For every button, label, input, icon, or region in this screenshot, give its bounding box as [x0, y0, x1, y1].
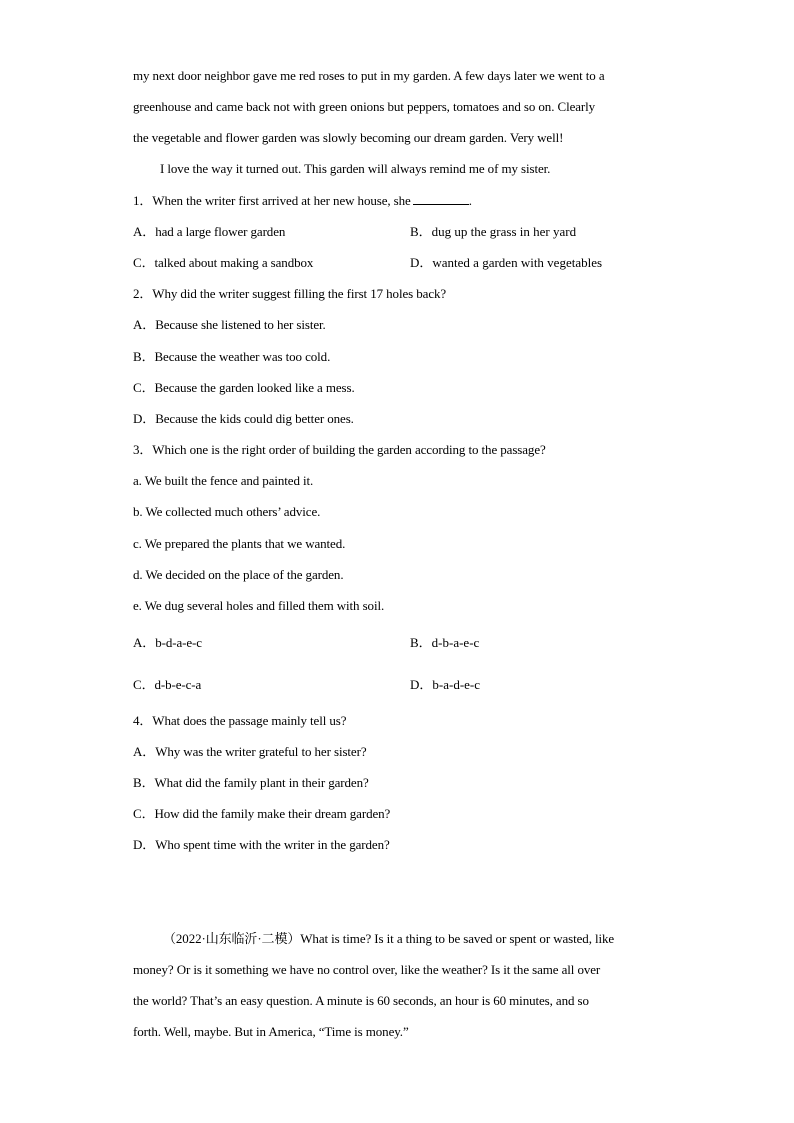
next-passage-line: money? Or is it something we have no control over, like the weather? Is it the same all over	[133, 962, 601, 977]
question-2-option-d: D．Because the kids could dig better ones.	[133, 411, 354, 426]
passage-line: my next door neighbor gave me red roses to put in my garden. A few days later we went to a	[133, 68, 605, 83]
next-passage-line: forth. Well, maybe. But in America, “Time is money.”	[133, 1024, 409, 1039]
question-3-step: b. We collected much others’ advice.	[133, 504, 321, 519]
question-2-stem: 2．Why did the writer suggest filling the first 17 holes back?	[133, 286, 447, 301]
answer-blank	[413, 193, 469, 205]
question-1-stem: 1．When the writer first arrived at her new house, she .	[133, 193, 472, 208]
question-3-step: c. We prepared the plants that we wanted.	[133, 536, 346, 551]
question-4-option-b: B．What did the family plant in their garden?	[133, 775, 369, 790]
passage-line: the vegetable and flower garden was slowly becoming our dream garden. Very well!	[133, 130, 564, 145]
question-3-option-a: A．b-d-a-e-c	[133, 635, 202, 650]
question-3-option-c: C．d-b-e-c-a	[133, 677, 202, 692]
question-1-option-c: C．talked about making a sandbox	[133, 255, 314, 270]
question-2-option-c: C．Because the garden looked like a mess.	[133, 380, 355, 395]
passage-line: greenhouse and came back not with green onions but peppers, tomatoes and so on. Clearly	[133, 99, 596, 114]
question-1-option-b: B．dug up the grass in her yard	[410, 224, 577, 239]
question-3-step: a. We built the fence and painted it.	[133, 473, 314, 488]
question-2-option-b: B．Because the weather was too cold.	[133, 349, 331, 364]
question-2-option-a: A．Because she listened to her sister.	[133, 317, 326, 332]
question-4-option-d: D．Who spent time with the writer in the garden?	[133, 837, 390, 852]
question-3-option-b: B．d-b-a-e-c	[410, 635, 480, 650]
question-4-stem: 4．What does the passage mainly tell us?	[133, 713, 347, 728]
question-1-option-a: A．had a large flower garden	[133, 224, 286, 239]
question-4-option-a: A．Why was the writer grateful to her sister?	[133, 744, 367, 759]
next-passage-line: （2022·山东临沂·二模）What is time? Is it a thing to be saved or spent or wasted, like	[163, 931, 615, 946]
question-3-step: d. We decided on the place of the garden.	[133, 567, 344, 582]
question-3-option-d: D．b-a-d-e-c	[410, 677, 481, 692]
question-1-option-d: D．wanted a garden with vegetables	[410, 255, 603, 270]
next-passage-line: the world? That’s an easy question. A minute is 60 seconds, an hour is 60 minutes, and so	[133, 993, 589, 1008]
passage-line: I love the way it turned out. This garden will always remind me of my sister.	[160, 161, 551, 176]
question-4-option-c: C．How did the family make their dream garden?	[133, 806, 391, 821]
question-3-step: e. We dug several holes and filled them with soil.	[133, 598, 385, 613]
question-3-stem: 3．Which one is the right order of building the garden according to the passage?	[133, 442, 546, 457]
